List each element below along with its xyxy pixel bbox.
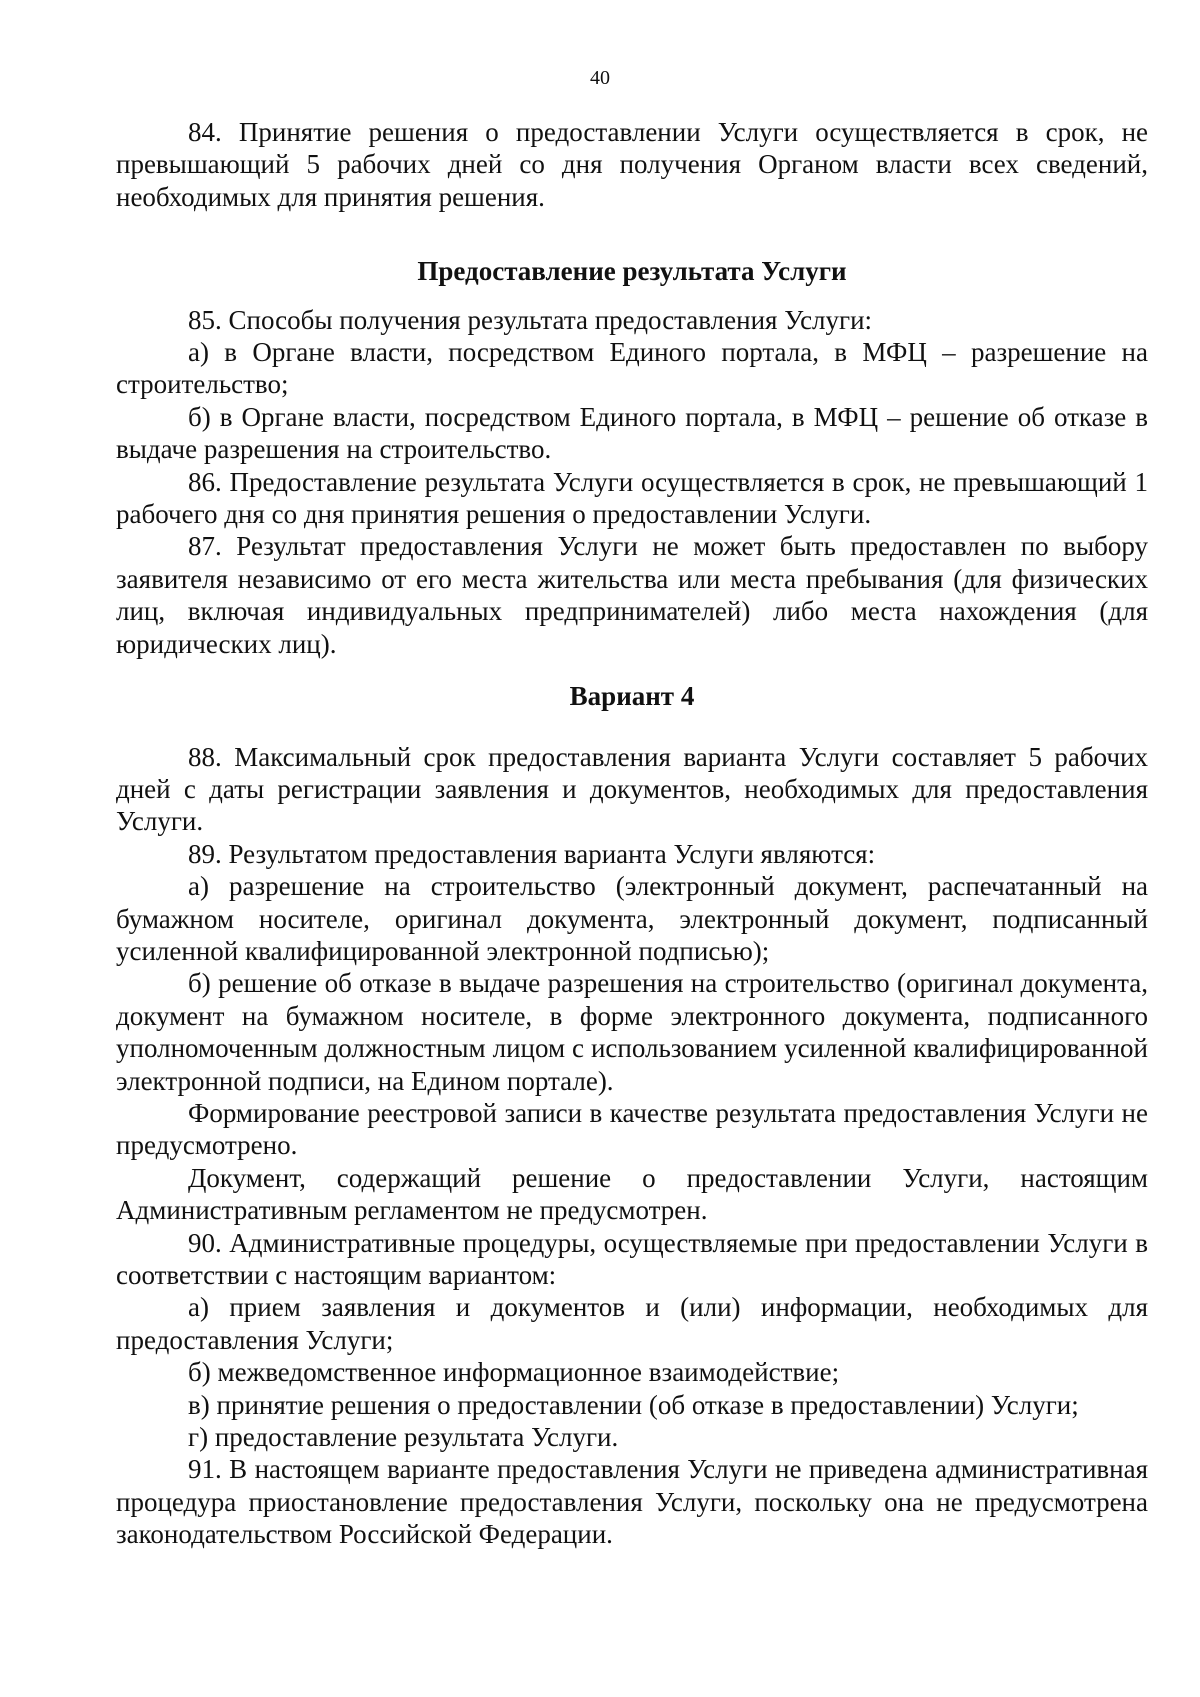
paragraph-85-a: а) в Органе власти, посредством Единого портала, в МФЦ – разрешение на строительство;: [116, 337, 1148, 400]
paragraph-90-a: а) прием заявления и документов и (или) информации, необходимых для предоставления Услуги;: [116, 1292, 1148, 1355]
paragraph-89-b: б) решение об отказе в выдаче разрешения на строительство (оригинал документа, документ на бумажном носителе, в форме электронного документа, подписанного уполномоченным должностным лицом с использованием усиленной квалифицированной электронной подписи, на Едином портале).: [116, 968, 1148, 1096]
paragraph-89: 89. Результатом предоставления варианта Услуги являются:: [188, 838, 876, 869]
paragraph-88: 88. Максимальный срок предоставления варианта Услуги составляет 5 рабочих дней с даты регистрации заявления и документов, необходимых для предоставления Услуги.: [116, 741, 1148, 837]
document-body: [116, 116, 1148, 1551]
paragraph-91: 91. В настоящем варианте предоставления Услуги не приведена административная процедура приостановление предоставления Услуги, поскольку она не предусмотрена законодательством Российской Федерации.: [116, 1454, 1148, 1550]
page-number: 40: [590, 67, 610, 89]
section-heading-variant: Вариант 4: [569, 681, 695, 712]
paragraph-85-b: б) в Органе власти, посредством Единого портала, в МФЦ – решение об отказе в выдаче разрешения на строительство.: [116, 401, 1148, 465]
paragraph-document-note: Документ, содержащий решение о предоставлении Услуги, настоящим Административным регламентом не предусмотрен.: [116, 1162, 1148, 1226]
paragraph-90-b: б) межведомственное информационное взаимодействие;: [188, 1357, 840, 1388]
paragraph-84: 84. Принятие решения о предоставлении Услуги осуществляется в срок, не превышающий 5 рабочих дней со дня получения Органом власти всех сведений, необходимых для принятия решения.: [116, 117, 1148, 212]
section-heading-result: Предоставление результата Услуги: [417, 256, 847, 287]
paragraph-registry-note: Формирование реестровой записи в качестве результата предоставления Услуги не предусмотрено.: [116, 1097, 1148, 1161]
paragraph-87: 87. Результат предоставления Услуги не может быть предоставлен по выбору заявителя независимо от его места жительства или места пребывания (для физических лиц, включая индивидуальных предпринимателей) либо места нахождения (для юридических лиц).: [116, 531, 1148, 659]
paragraph-89-a: а) разрешение на строительство (электронный документ, распечатанный на бумажном носителе, оригинал документа, электронный документ, подписанный усиленной квалифицированной электронной подписью);: [116, 871, 1148, 966]
paragraph-90-c: в) принятие решения о предоставлении (об отказе в предоставлении) Услуги;: [188, 1389, 1079, 1420]
paragraph-85: 85. Способы получения результата предоставления Услуги:: [188, 304, 873, 335]
paragraph-90: 90. Административные процедуры, осуществляемые при предоставлении Услуги в соответствии с настоящим вариантом:: [116, 1227, 1148, 1290]
paragraph-86: 86. Предоставление результата Услуги осуществляется в срок, не превышающий 1 рабочего дня со дня принятия решения о предоставлении Услуги.: [116, 466, 1148, 530]
paragraph-90-d: г) предоставление результата Услуги.: [188, 1422, 619, 1453]
